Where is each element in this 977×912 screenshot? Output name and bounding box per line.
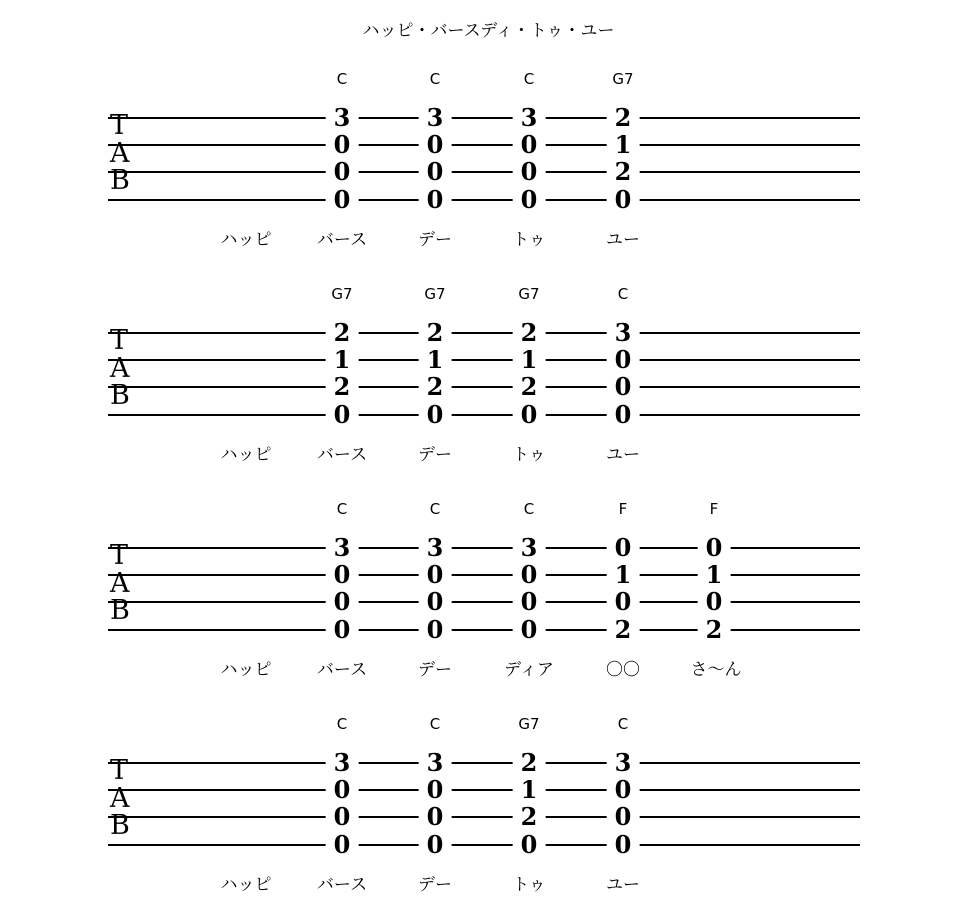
fret-number: 1 (326, 348, 359, 372)
tab-letter: B (110, 380, 130, 411)
fret-number: 2 (607, 106, 640, 130)
fret-number: 1 (607, 133, 640, 157)
string-line (108, 547, 860, 549)
fret-number: 2 (607, 618, 640, 642)
string-line (108, 601, 860, 603)
lyric-syllable: ユー (606, 445, 640, 465)
fret-number: 0 (326, 403, 359, 427)
fret-number: 0 (419, 133, 452, 157)
chord-name: C (617, 715, 629, 733)
fret-number: 0 (607, 805, 640, 829)
fret-number: 0 (513, 160, 546, 184)
fret-number: 0 (326, 778, 359, 802)
fret-number: 0 (607, 778, 640, 802)
chord-name: C (523, 70, 535, 88)
fret-number: 0 (607, 403, 640, 427)
fret-number: 0 (419, 618, 452, 642)
tab-letter: B (110, 165, 130, 196)
lyric-syllable: トゥ (512, 230, 546, 250)
string-line (108, 844, 860, 846)
fret-number: 0 (419, 805, 452, 829)
string-line (108, 414, 860, 416)
lyric-syllable: 〇〇 (606, 660, 640, 680)
string-line (108, 117, 860, 119)
tab-letter: A (110, 138, 130, 169)
tab-system (0, 492, 977, 692)
fret-number: 2 (419, 375, 452, 399)
fret-number: 0 (513, 563, 546, 587)
chord-name: G7 (518, 715, 540, 733)
fret-number: 1 (607, 563, 640, 587)
fret-number: 3 (326, 751, 359, 775)
chord-name: C (429, 500, 441, 518)
lyric-syllable: バース (316, 445, 368, 465)
fret-number: 2 (419, 321, 452, 345)
chord-name: F (709, 500, 719, 518)
fret-number: 0 (513, 833, 546, 857)
string-line (108, 762, 860, 764)
chord-name: C (336, 70, 348, 88)
fret-number: 2 (513, 321, 546, 345)
fret-number: 0 (419, 833, 452, 857)
lyric-syllable: ハッピ (220, 230, 272, 250)
string-line (108, 816, 860, 818)
lyric-syllable: ユー (606, 875, 640, 895)
fret-number: 0 (607, 348, 640, 372)
lyric-syllable: トゥ (512, 445, 546, 465)
lyric-syllable: さ〜ん (690, 660, 742, 680)
fret-number: 0 (698, 536, 731, 560)
fret-number: 0 (607, 375, 640, 399)
lyric-syllable: バース (316, 875, 368, 895)
fret-number: 2 (513, 805, 546, 829)
lyric-syllable: デー (418, 660, 452, 680)
fret-number: 0 (419, 590, 452, 614)
fret-number: 3 (607, 751, 640, 775)
fret-number: 3 (419, 106, 452, 130)
string-line (108, 574, 860, 576)
chord-name: C (429, 70, 441, 88)
fret-number: 0 (513, 133, 546, 157)
fret-number: 0 (326, 188, 359, 212)
chord-name: C (523, 500, 535, 518)
tab-letter: A (110, 568, 130, 599)
chord-name: C (336, 715, 348, 733)
tab-letter: T (110, 540, 129, 571)
string-line (108, 386, 860, 388)
fret-number: 0 (419, 403, 452, 427)
tab-letter: B (110, 810, 130, 841)
fret-number: 0 (607, 833, 640, 857)
string-line (108, 789, 860, 791)
fret-number: 0 (419, 563, 452, 587)
fret-number: 0 (513, 403, 546, 427)
fret-number: 0 (326, 805, 359, 829)
lyric-syllable: ハッピ (220, 445, 272, 465)
lyric-syllable: バース (316, 660, 368, 680)
fret-number: 0 (607, 536, 640, 560)
fret-number: 0 (326, 133, 359, 157)
fret-number: 2 (326, 321, 359, 345)
tab-letter: A (110, 353, 130, 384)
tab-letter: A (110, 783, 130, 814)
fret-number: 0 (326, 833, 359, 857)
chord-name: G7 (331, 285, 353, 303)
lyric-syllable: デー (418, 445, 452, 465)
fret-number: 0 (326, 618, 359, 642)
tab-letter: B (110, 595, 130, 626)
chord-name: C (336, 500, 348, 518)
fret-number: 2 (607, 160, 640, 184)
chord-name: G7 (612, 70, 634, 88)
fret-number: 0 (419, 188, 452, 212)
lyric-syllable: バース (316, 230, 368, 250)
fret-number: 1 (513, 778, 546, 802)
fret-number: 0 (419, 778, 452, 802)
fret-number: 3 (419, 751, 452, 775)
fret-number: 0 (513, 590, 546, 614)
fret-number: 0 (698, 590, 731, 614)
tab-system (0, 277, 977, 477)
lyric-syllable: ハッピ (220, 660, 272, 680)
string-line (108, 629, 860, 631)
fret-number: 0 (326, 563, 359, 587)
fret-number: 2 (513, 375, 546, 399)
tab-system (0, 707, 977, 907)
chord-name: F (618, 500, 628, 518)
fret-number: 3 (513, 536, 546, 560)
fret-number: 2 (698, 618, 731, 642)
tab-system (0, 62, 977, 262)
fret-number: 2 (513, 751, 546, 775)
fret-number: 1 (698, 563, 731, 587)
string-line (108, 171, 860, 173)
fret-number: 3 (419, 536, 452, 560)
chord-name: G7 (424, 285, 446, 303)
fret-number: 0 (513, 188, 546, 212)
tab-letter: T (110, 325, 129, 356)
lyric-syllable: デー (418, 230, 452, 250)
lyric-syllable: トゥ (512, 875, 546, 895)
fret-number: 1 (419, 348, 452, 372)
string-line (108, 144, 860, 146)
fret-number: 3 (326, 536, 359, 560)
fret-number: 0 (326, 590, 359, 614)
tab-letter: T (110, 110, 129, 141)
string-line (108, 332, 860, 334)
fret-number: 0 (419, 160, 452, 184)
chord-name: G7 (518, 285, 540, 303)
lyric-syllable: ハッピ (220, 875, 272, 895)
chord-name: C (617, 285, 629, 303)
fret-number: 0 (513, 618, 546, 642)
lyric-syllable: デー (418, 875, 452, 895)
fret-number: 3 (607, 321, 640, 345)
string-line (108, 359, 860, 361)
fret-number: 0 (607, 188, 640, 212)
string-line (108, 199, 860, 201)
fret-number: 2 (326, 375, 359, 399)
fret-number: 1 (513, 348, 546, 372)
chord-name: C (429, 715, 441, 733)
tab-letter: T (110, 755, 129, 786)
lyric-syllable: ユー (606, 230, 640, 250)
fret-number: 3 (513, 106, 546, 130)
fret-number: 0 (326, 160, 359, 184)
fret-number: 0 (607, 590, 640, 614)
page-title: ハッピ・バースディ・トゥ・ユー (362, 21, 615, 41)
fret-number: 3 (326, 106, 359, 130)
lyric-syllable: ディア (504, 660, 554, 680)
